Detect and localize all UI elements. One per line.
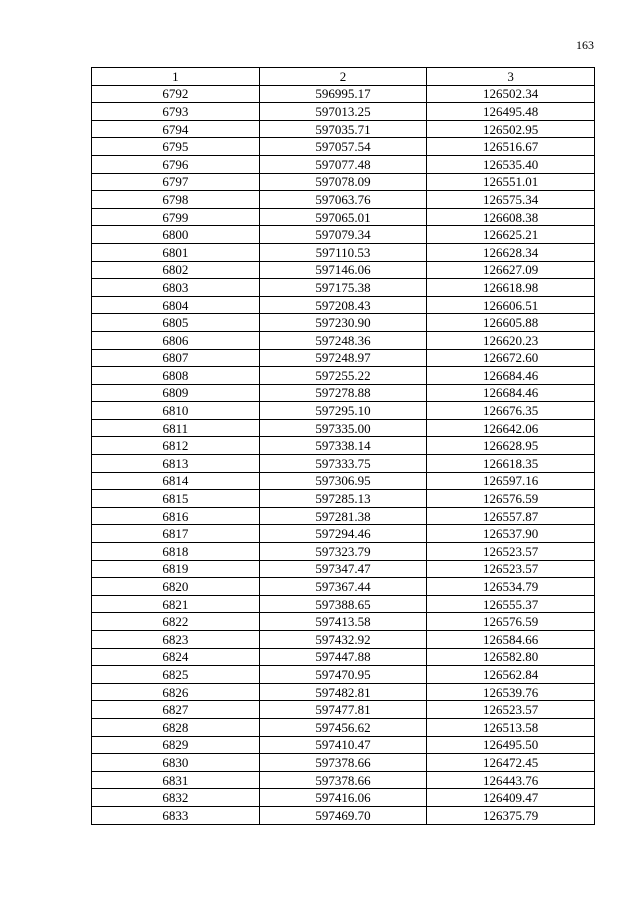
point-number-cell: 6833 <box>92 806 260 824</box>
point-number-cell: 6812 <box>92 437 260 455</box>
y-coordinate-cell: 126472.45 <box>427 754 595 772</box>
table-header <box>92 68 595 86</box>
table-row <box>92 191 595 209</box>
y-coordinate-cell: 126684.46 <box>427 384 595 402</box>
point-number-cell: 6794 <box>92 120 260 138</box>
page-number: 163 <box>576 38 594 52</box>
y-coordinate-cell: 126628.34 <box>427 243 595 261</box>
x-coordinate-cell: 597208.43 <box>259 296 427 314</box>
x-coordinate-cell: 597416.06 <box>259 789 427 807</box>
point-number-cell: 6806 <box>92 331 260 349</box>
x-coordinate-cell: 597333.75 <box>259 455 427 473</box>
table-row <box>92 560 595 578</box>
point-number-cell: 6802 <box>92 261 260 279</box>
y-coordinate-cell: 126628.95 <box>427 437 595 455</box>
point-number-cell: 6796 <box>92 155 260 173</box>
y-coordinate-cell: 126684.46 <box>427 367 595 385</box>
y-coordinate-cell: 126676.35 <box>427 402 595 420</box>
table-row <box>92 138 595 156</box>
point-number-cell: 6801 <box>92 243 260 261</box>
y-coordinate-cell: 126627.09 <box>427 261 595 279</box>
table-row <box>92 296 595 314</box>
point-number-cell: 6822 <box>92 613 260 631</box>
y-coordinate-cell: 126642.06 <box>427 419 595 437</box>
y-coordinate-cell: 126555.37 <box>427 595 595 613</box>
y-coordinate-cell: 126618.35 <box>427 455 595 473</box>
table-row <box>92 595 595 613</box>
table-row <box>92 367 595 385</box>
y-coordinate-cell: 126375.79 <box>427 806 595 824</box>
point-number-cell: 6798 <box>92 191 260 209</box>
y-coordinate-cell: 126551.01 <box>427 173 595 191</box>
table-row <box>92 507 595 525</box>
table-row <box>92 261 595 279</box>
table-row <box>92 120 595 138</box>
x-coordinate-cell: 597378.66 <box>259 754 427 772</box>
x-coordinate-cell: 597285.13 <box>259 490 427 508</box>
table-row <box>92 243 595 261</box>
point-number-cell: 6830 <box>92 754 260 772</box>
y-coordinate-cell: 126535.40 <box>427 155 595 173</box>
table-row <box>92 613 595 631</box>
point-number-cell: 6824 <box>92 648 260 666</box>
x-coordinate-cell: 597413.58 <box>259 613 427 631</box>
table-row <box>92 384 595 402</box>
table-row <box>92 648 595 666</box>
x-coordinate-cell: 597035.71 <box>259 120 427 138</box>
table-row <box>92 490 595 508</box>
table-row <box>92 173 595 191</box>
x-coordinate-cell: 597294.46 <box>259 525 427 543</box>
table-row <box>92 701 595 719</box>
x-coordinate-cell: 597078.09 <box>259 173 427 191</box>
x-coordinate-cell: 597065.01 <box>259 208 427 226</box>
x-coordinate-cell: 597447.88 <box>259 648 427 666</box>
table-row <box>92 631 595 649</box>
point-number-cell: 6813 <box>92 455 260 473</box>
point-number-cell: 6805 <box>92 314 260 332</box>
table-row <box>92 472 595 490</box>
y-coordinate-cell: 126575.34 <box>427 191 595 209</box>
point-number-cell: 6828 <box>92 718 260 736</box>
y-coordinate-cell: 126409.47 <box>427 789 595 807</box>
x-coordinate-cell: 597388.65 <box>259 595 427 613</box>
point-number-cell: 6804 <box>92 296 260 314</box>
y-coordinate-cell: 126672.60 <box>427 349 595 367</box>
x-coordinate-cell: 597079.34 <box>259 226 427 244</box>
y-coordinate-cell: 126523.57 <box>427 543 595 561</box>
x-coordinate-cell: 597456.62 <box>259 718 427 736</box>
point-number-cell: 6826 <box>92 683 260 701</box>
column-header-1: 1 <box>92 68 260 86</box>
x-coordinate-cell: 596995.17 <box>259 85 427 103</box>
point-number-cell: 6795 <box>92 138 260 156</box>
point-number-cell: 6831 <box>92 771 260 789</box>
x-coordinate-cell: 597323.79 <box>259 543 427 561</box>
x-coordinate-cell: 597146.06 <box>259 261 427 279</box>
x-coordinate-cell: 597248.97 <box>259 349 427 367</box>
x-coordinate-cell: 597338.14 <box>259 437 427 455</box>
point-number-cell: 6807 <box>92 349 260 367</box>
table-row <box>92 754 595 772</box>
point-number-cell: 6823 <box>92 631 260 649</box>
point-number-cell: 6825 <box>92 666 260 684</box>
point-number-cell: 6809 <box>92 384 260 402</box>
y-coordinate-cell: 126516.67 <box>427 138 595 156</box>
table-row <box>92 789 595 807</box>
table-row <box>92 525 595 543</box>
table-row <box>92 85 595 103</box>
column-header-3: 3 <box>427 68 595 86</box>
x-coordinate-cell: 597278.88 <box>259 384 427 402</box>
point-number-cell: 6810 <box>92 402 260 420</box>
table-row <box>92 226 595 244</box>
y-coordinate-cell: 126576.59 <box>427 613 595 631</box>
x-coordinate-cell: 597306.95 <box>259 472 427 490</box>
y-coordinate-cell: 126502.34 <box>427 85 595 103</box>
point-number-cell: 6811 <box>92 419 260 437</box>
table-row <box>92 208 595 226</box>
y-coordinate-cell: 126605.88 <box>427 314 595 332</box>
x-coordinate-cell: 597335.00 <box>259 419 427 437</box>
table-row <box>92 543 595 561</box>
x-coordinate-cell: 597347.47 <box>259 560 427 578</box>
point-number-cell: 6816 <box>92 507 260 525</box>
y-coordinate-cell: 126523.57 <box>427 560 595 578</box>
x-coordinate-cell: 597295.10 <box>259 402 427 420</box>
point-number-cell: 6797 <box>92 173 260 191</box>
column-header-2: 2 <box>259 68 427 86</box>
x-coordinate-cell: 597482.81 <box>259 683 427 701</box>
table-row <box>92 666 595 684</box>
x-coordinate-cell: 597013.25 <box>259 103 427 121</box>
y-coordinate-cell: 126557.87 <box>427 507 595 525</box>
x-coordinate-cell: 597230.90 <box>259 314 427 332</box>
y-coordinate-cell: 126539.76 <box>427 683 595 701</box>
x-coordinate-cell: 597281.38 <box>259 507 427 525</box>
table-row <box>92 279 595 297</box>
point-number-cell: 6829 <box>92 736 260 754</box>
y-coordinate-cell: 126584.66 <box>427 631 595 649</box>
x-coordinate-cell: 597248.36 <box>259 331 427 349</box>
y-coordinate-cell: 126443.76 <box>427 771 595 789</box>
point-number-cell: 6820 <box>92 578 260 596</box>
y-coordinate-cell: 126502.95 <box>427 120 595 138</box>
table-row <box>92 455 595 473</box>
y-coordinate-cell: 126534.79 <box>427 578 595 596</box>
table-row <box>92 402 595 420</box>
table-row <box>92 736 595 754</box>
table-row <box>92 578 595 596</box>
table-row <box>92 683 595 701</box>
table-row <box>92 718 595 736</box>
y-coordinate-cell: 126562.84 <box>427 666 595 684</box>
point-number-cell: 6818 <box>92 543 260 561</box>
point-number-cell: 6827 <box>92 701 260 719</box>
x-coordinate-cell: 597378.66 <box>259 771 427 789</box>
y-coordinate-cell: 126537.90 <box>427 525 595 543</box>
y-coordinate-cell: 126608.38 <box>427 208 595 226</box>
y-coordinate-cell: 126597.16 <box>427 472 595 490</box>
x-coordinate-cell: 597110.53 <box>259 243 427 261</box>
point-number-cell: 6792 <box>92 85 260 103</box>
y-coordinate-cell: 126495.50 <box>427 736 595 754</box>
x-coordinate-cell: 597477.81 <box>259 701 427 719</box>
y-coordinate-cell: 126523.57 <box>427 701 595 719</box>
x-coordinate-cell: 597057.54 <box>259 138 427 156</box>
x-coordinate-cell: 597063.76 <box>259 191 427 209</box>
x-coordinate-cell: 597175.38 <box>259 279 427 297</box>
point-number-cell: 6800 <box>92 226 260 244</box>
x-coordinate-cell: 597470.95 <box>259 666 427 684</box>
point-number-cell: 6821 <box>92 595 260 613</box>
y-coordinate-cell: 126620.23 <box>427 331 595 349</box>
x-coordinate-cell: 597432.92 <box>259 631 427 649</box>
x-coordinate-cell: 597469.70 <box>259 806 427 824</box>
coordinates-table <box>91 67 595 825</box>
y-coordinate-cell: 126618.98 <box>427 279 595 297</box>
point-number-cell: 6817 <box>92 525 260 543</box>
point-number-cell: 6793 <box>92 103 260 121</box>
table-body <box>92 85 595 824</box>
y-coordinate-cell: 126606.51 <box>427 296 595 314</box>
header-row <box>92 68 595 86</box>
point-number-cell: 6808 <box>92 367 260 385</box>
point-number-cell: 6819 <box>92 560 260 578</box>
table-row <box>92 331 595 349</box>
y-coordinate-cell: 126513.58 <box>427 718 595 736</box>
table-row <box>92 437 595 455</box>
x-coordinate-cell: 597410.47 <box>259 736 427 754</box>
point-number-cell: 6803 <box>92 279 260 297</box>
table-row <box>92 771 595 789</box>
table-row <box>92 419 595 437</box>
point-number-cell: 6799 <box>92 208 260 226</box>
point-number-cell: 6832 <box>92 789 260 807</box>
x-coordinate-cell: 597367.44 <box>259 578 427 596</box>
table-row <box>92 103 595 121</box>
y-coordinate-cell: 126495.48 <box>427 103 595 121</box>
x-coordinate-cell: 597255.22 <box>259 367 427 385</box>
table-row <box>92 349 595 367</box>
y-coordinate-cell: 126582.80 <box>427 648 595 666</box>
x-coordinate-cell: 597077.48 <box>259 155 427 173</box>
y-coordinate-cell: 126576.59 <box>427 490 595 508</box>
point-number-cell: 6814 <box>92 472 260 490</box>
table-row <box>92 806 595 824</box>
point-number-cell: 6815 <box>92 490 260 508</box>
table-row <box>92 314 595 332</box>
y-coordinate-cell: 126625.21 <box>427 226 595 244</box>
table-row <box>92 155 595 173</box>
